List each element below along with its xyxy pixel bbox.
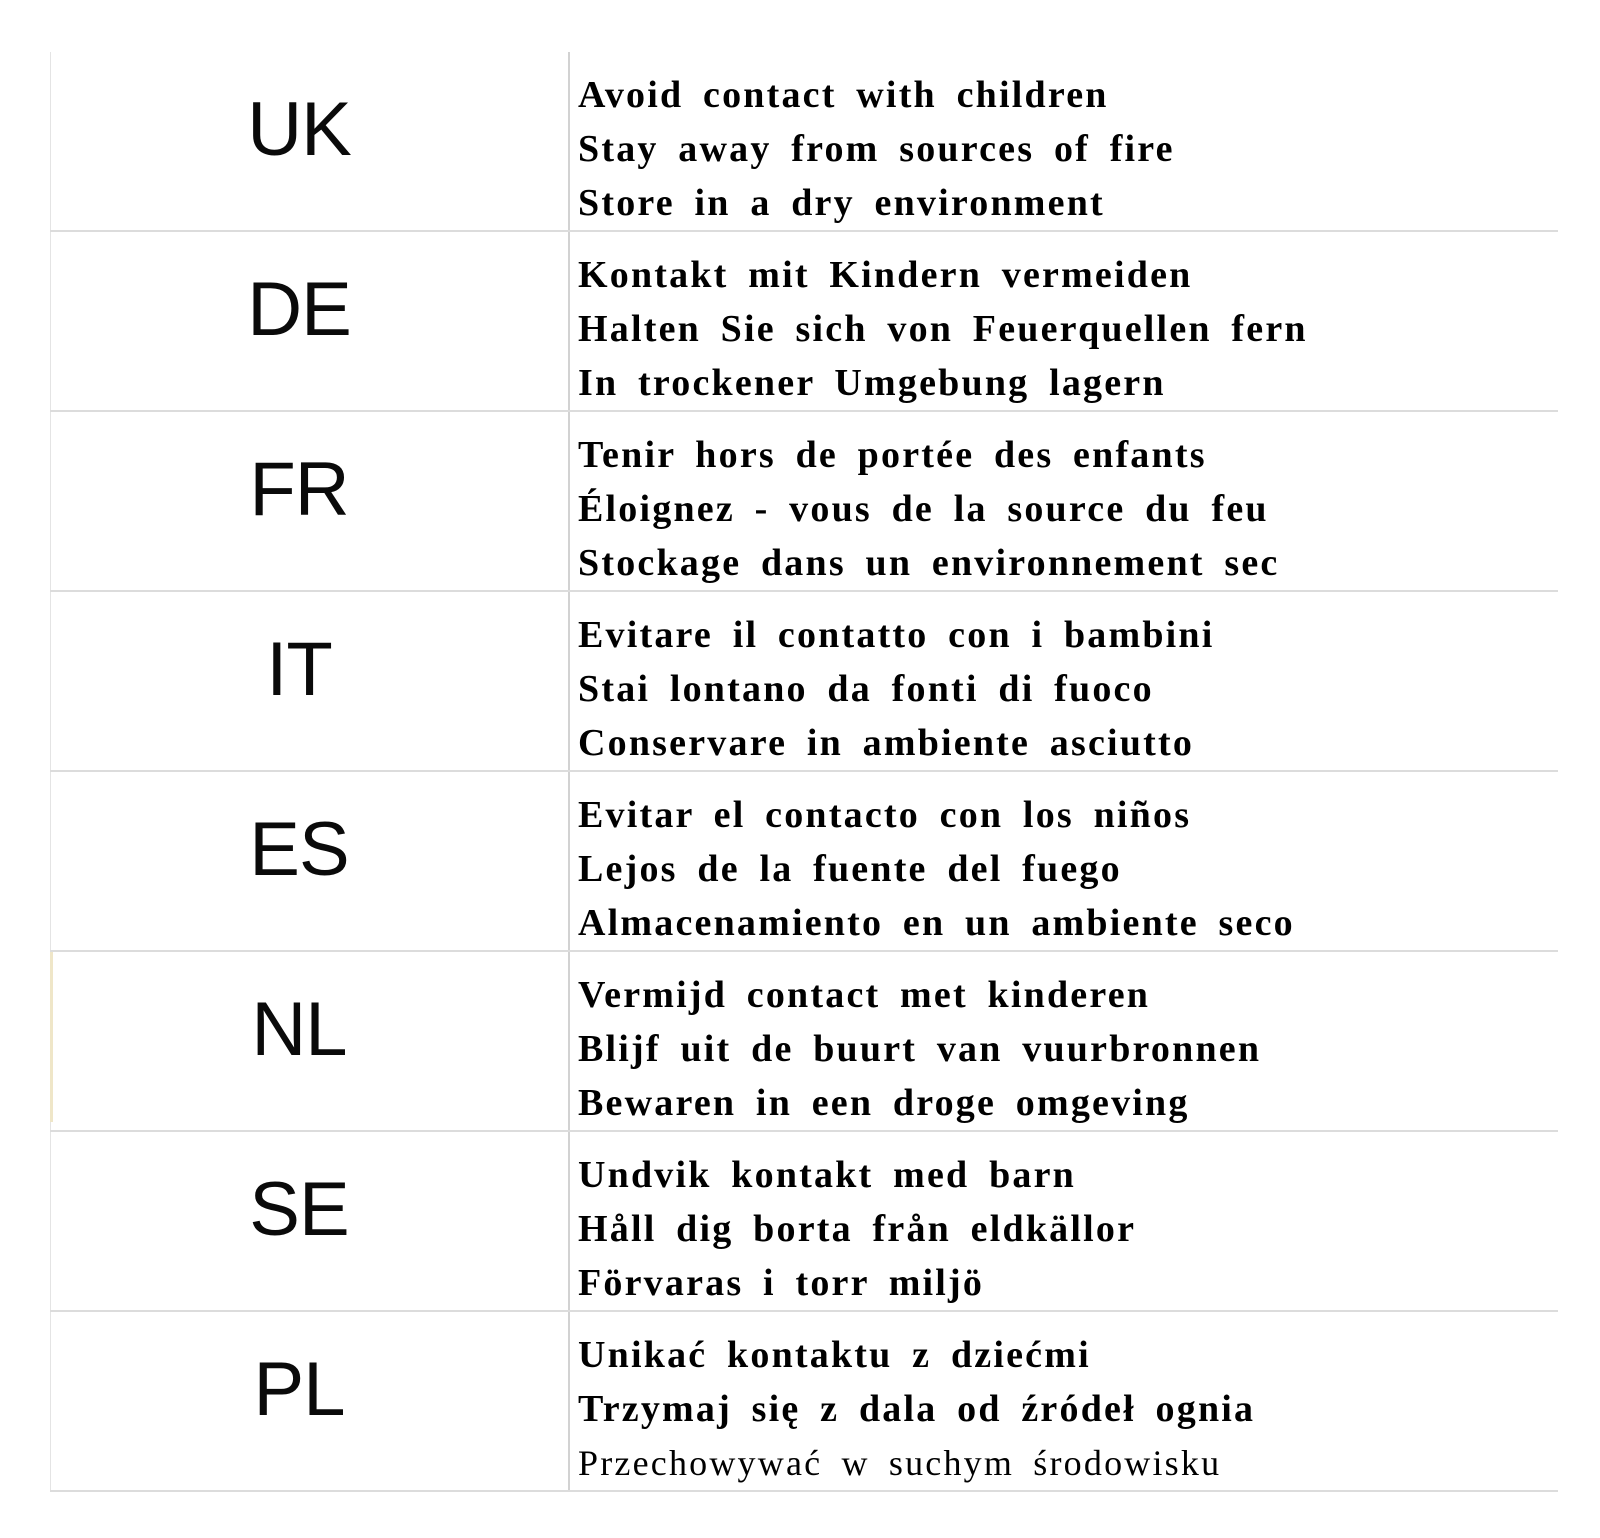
- warning-line: Lejos de la fuente del fuego: [578, 848, 1122, 890]
- warning-line: Kontakt mit Kindern vermeiden: [578, 254, 1193, 296]
- table-row: [50, 52, 1558, 232]
- country-code-cell: [50, 952, 570, 1130]
- warning-line: Blijf uit de buurt van vuurbronnen: [578, 1028, 1262, 1070]
- warning-line: Evitare il contatto con i bambini: [578, 614, 1215, 656]
- warning-text-cell: [578, 1328, 1553, 1490]
- warning-line: Przechowywać w suchym środowisku: [578, 1443, 1222, 1483]
- warning-line: Håll dig borta från eldkällor: [578, 1208, 1137, 1250]
- country-code-cell: [50, 772, 570, 950]
- country-code: ES: [249, 807, 349, 892]
- warning-line: Trzymaj się z dala od źródeł ognia: [578, 1388, 1256, 1430]
- country-code-cell: [50, 52, 570, 230]
- table-row: [50, 592, 1558, 772]
- country-code-cell: [50, 412, 570, 590]
- warning-text-cell: [578, 788, 1553, 950]
- warning-line: Stay away from sources of fire: [578, 128, 1175, 170]
- warning-line: Unikać kontaktu z dziećmi: [578, 1334, 1091, 1376]
- warning-text-cell: [578, 968, 1553, 1130]
- warning-line: Evitar el contacto con los niños: [578, 794, 1192, 836]
- table-row: [50, 772, 1558, 952]
- warning-text-cell: [578, 68, 1553, 230]
- table-row: [50, 1132, 1558, 1312]
- warning-line: In trockener Umgebung lagern: [578, 362, 1166, 404]
- country-code: UK: [247, 87, 351, 172]
- country-code-cell: [50, 1312, 570, 1490]
- country-code: DE: [247, 267, 351, 352]
- warning-text-cell: [578, 1148, 1553, 1310]
- warning-line: Éloignez - vous de la source du feu: [578, 488, 1269, 530]
- country-code: IT: [266, 627, 332, 712]
- warning-text-cell: [578, 248, 1553, 410]
- table-row: [50, 412, 1558, 592]
- country-code: PL: [253, 1347, 345, 1432]
- warning-line: Store in a dry environment: [578, 182, 1105, 224]
- warning-line: Avoid contact with children: [578, 74, 1109, 116]
- warning-line: Tenir hors de portée des enfants: [578, 434, 1207, 476]
- country-code: FR: [249, 447, 349, 532]
- warning-line: Halten Sie sich von Feuerquellen fern: [578, 308, 1308, 350]
- warning-line: Stai lontano da fonti di fuoco: [578, 668, 1154, 710]
- warning-table: [50, 52, 1558, 1490]
- warning-text-cell: [578, 608, 1553, 770]
- table-row: [50, 232, 1558, 412]
- table-row: [50, 952, 1558, 1132]
- table-row: [50, 1312, 1558, 1492]
- warning-text-cell: [578, 428, 1553, 590]
- warning-line: Förvaras i torr miljö: [578, 1262, 985, 1304]
- country-code-cell: [50, 1132, 570, 1310]
- warning-line: Stockage dans un environnement sec: [578, 542, 1280, 584]
- warning-line: Vermijd contact met kinderen: [578, 974, 1151, 1016]
- country-code-cell: [50, 232, 570, 410]
- warning-line: Undvik kontakt med barn: [578, 1154, 1076, 1196]
- warning-line: Bewaren in een droge omgeving: [578, 1082, 1190, 1124]
- country-code: NL: [251, 987, 347, 1072]
- country-code-cell: [50, 592, 570, 770]
- warning-line: Almacenamiento en un ambiente seco: [578, 902, 1295, 944]
- country-code: SE: [249, 1167, 349, 1252]
- cell-edge-highlight: [50, 952, 53, 1122]
- warning-line: Conservare in ambiente asciutto: [578, 722, 1195, 764]
